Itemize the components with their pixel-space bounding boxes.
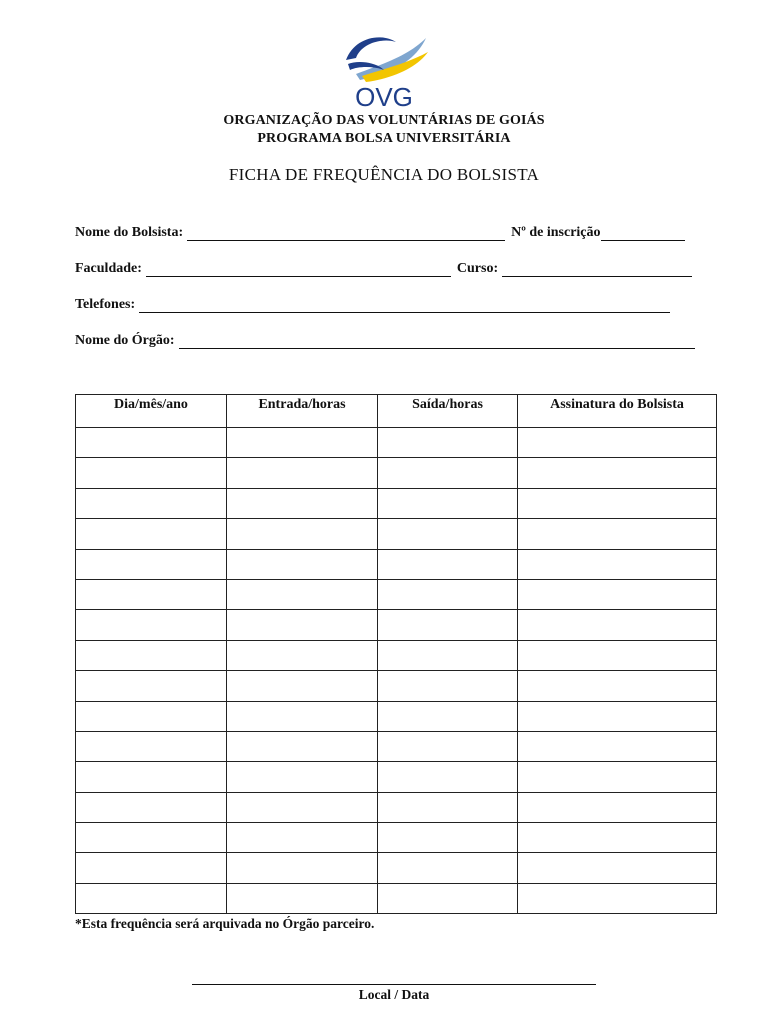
field-row-faculdade <box>75 257 692 277</box>
table-row <box>76 762 717 792</box>
cell-entry[interactable] <box>227 579 378 609</box>
table-row <box>76 549 717 579</box>
logo-text: OVG <box>355 82 413 110</box>
column-header-exit: Saída/horas <box>378 395 518 428</box>
cell-date[interactable] <box>76 519 227 549</box>
cell-signature[interactable] <box>518 701 717 731</box>
cell-date[interactable] <box>76 458 227 488</box>
form-title: FICHA DE FREQUÊNCIA DO BOLSISTA <box>228 165 540 184</box>
cell-exit[interactable] <box>378 610 518 640</box>
table-row <box>76 640 717 670</box>
cell-date[interactable] <box>76 428 227 458</box>
input-curso[interactable] <box>502 262 692 277</box>
cell-exit[interactable] <box>378 701 518 731</box>
table-row <box>76 731 717 761</box>
organization-name: ORGANIZAÇÃO DAS VOLUNTÁRIAS DE GOIÁS <box>223 113 545 128</box>
input-nome-orgao[interactable] <box>179 334 695 349</box>
input-telefones[interactable] <box>139 298 670 313</box>
cell-date[interactable] <box>76 640 227 670</box>
cell-exit[interactable] <box>378 519 518 549</box>
cell-entry[interactable] <box>227 792 378 822</box>
table-row <box>76 701 717 731</box>
cell-exit[interactable] <box>378 823 518 853</box>
label-nome-bolsista: Nome do Bolsista: <box>75 225 184 240</box>
table-header-row <box>76 395 717 428</box>
cell-date[interactable] <box>76 488 227 518</box>
cell-signature[interactable] <box>518 792 717 822</box>
ovg-logo-mark <box>336 30 432 110</box>
cell-exit[interactable] <box>378 428 518 458</box>
cell-signature[interactable] <box>518 610 717 640</box>
table-row <box>76 792 717 822</box>
cell-date[interactable] <box>76 883 227 913</box>
cell-entry[interactable] <box>227 428 378 458</box>
table-row <box>76 671 717 701</box>
program-name: PROGRAMA BOLSA UNIVERSITÁRIA <box>257 131 511 146</box>
cell-entry[interactable] <box>227 488 378 518</box>
table-row <box>76 610 717 640</box>
cell-entry[interactable] <box>227 823 378 853</box>
cell-date[interactable] <box>76 762 227 792</box>
label-inscricao: Nº de inscrição <box>511 225 601 240</box>
table-row <box>76 853 717 883</box>
field-row-telefones <box>75 293 670 313</box>
cell-signature[interactable] <box>518 519 717 549</box>
cell-exit[interactable] <box>378 853 518 883</box>
cell-signature[interactable] <box>518 883 717 913</box>
cell-exit[interactable] <box>378 579 518 609</box>
table-row <box>76 579 717 609</box>
cell-date[interactable] <box>76 671 227 701</box>
field-row-orgao <box>75 329 695 349</box>
label-telefones: Telefones: <box>75 297 136 312</box>
cell-exit[interactable] <box>378 792 518 822</box>
cell-signature[interactable] <box>518 640 717 670</box>
table-row <box>76 883 717 913</box>
cell-entry[interactable] <box>227 640 378 670</box>
table-row <box>76 519 717 549</box>
cell-exit[interactable] <box>378 671 518 701</box>
ovg-logo <box>336 30 432 110</box>
attendance-table <box>75 394 717 914</box>
cell-entry[interactable] <box>227 883 378 913</box>
cell-entry[interactable] <box>227 610 378 640</box>
cell-date[interactable] <box>76 731 227 761</box>
cell-entry[interactable] <box>227 853 378 883</box>
field-row-bolsista <box>75 221 685 241</box>
table-row <box>76 428 717 458</box>
cell-exit[interactable] <box>378 458 518 488</box>
cell-entry[interactable] <box>227 731 378 761</box>
cell-entry[interactable] <box>227 701 378 731</box>
cell-signature[interactable] <box>518 731 717 761</box>
cell-date[interactable] <box>76 701 227 731</box>
input-faculdade[interactable] <box>146 262 451 277</box>
cell-date[interactable] <box>76 579 227 609</box>
cell-exit[interactable] <box>378 883 518 913</box>
input-inscricao[interactable] <box>601 226 685 241</box>
cell-exit[interactable] <box>378 640 518 670</box>
cell-signature[interactable] <box>518 458 717 488</box>
table-row <box>76 823 717 853</box>
cell-exit[interactable] <box>378 549 518 579</box>
signature-line[interactable] <box>192 984 596 985</box>
cell-exit[interactable] <box>378 762 518 792</box>
label-nome-orgao: Nome do Órgão: <box>75 333 175 348</box>
column-header-signature: Assinatura do Bolsista <box>518 395 717 428</box>
label-faculdade: Faculdade: <box>75 261 142 276</box>
archive-note: *Esta frequência será arquivada no Órgão parceiro. <box>75 916 375 931</box>
label-curso: Curso: <box>456 261 499 276</box>
cell-entry[interactable] <box>227 671 378 701</box>
input-nome-bolsista[interactable] <box>187 226 505 241</box>
signature-caption: Local / Data <box>358 987 430 1002</box>
cell-signature[interactable] <box>518 671 717 701</box>
cell-signature[interactable] <box>518 823 717 853</box>
cell-entry[interactable] <box>227 519 378 549</box>
cell-signature[interactable] <box>518 549 717 579</box>
cell-entry[interactable] <box>227 762 378 792</box>
table-row <box>76 458 717 488</box>
cell-date[interactable] <box>76 823 227 853</box>
cell-signature[interactable] <box>518 853 717 883</box>
cell-entry[interactable] <box>227 458 378 488</box>
cell-exit[interactable] <box>378 488 518 518</box>
column-header-date: Dia/mês/ano <box>76 395 227 428</box>
cell-date[interactable] <box>76 549 227 579</box>
cell-date[interactable] <box>76 610 227 640</box>
cell-date[interactable] <box>76 853 227 883</box>
cell-signature[interactable] <box>518 762 717 792</box>
cell-signature[interactable] <box>518 579 717 609</box>
table-row <box>76 488 717 518</box>
cell-exit[interactable] <box>378 731 518 761</box>
cell-signature[interactable] <box>518 488 717 518</box>
cell-date[interactable] <box>76 792 227 822</box>
cell-entry[interactable] <box>227 549 378 579</box>
cell-signature[interactable] <box>518 428 717 458</box>
column-header-entry: Entrada/horas <box>227 395 378 428</box>
